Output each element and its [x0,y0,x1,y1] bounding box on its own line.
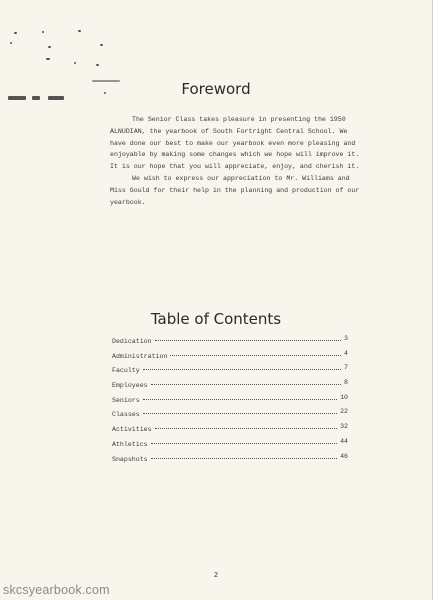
page-edge [432,0,440,600]
toc-entry-label: Snapshots [112,455,148,463]
toc-entry [112,335,348,353]
toc-leader-dots [151,384,341,385]
toc-entry-label: Employees [112,382,148,390]
toc-entry-label: Athletics [112,440,148,448]
toc-heading: Table of Contents [150,310,282,328]
speck [78,30,81,32]
toc-leader-dots [170,355,341,356]
scan-specks [8,28,128,113]
toc-entry-label: Dedication [112,338,152,345]
speck [48,46,51,48]
toc-entry [112,379,348,397]
toc-entry [112,452,348,471]
toc-entry-page: 46 [340,452,348,460]
toc-entry [112,437,348,456]
foreword-paragraph-1: The Senior Class takes pleasure in presenting the 1950 ALNUDIAN, the yearbook of South Fortright Central School. We have done our best to make our yearbook even more pleasing and enjoyable by making some changes which we hope will improve it. It is our hope that you will appreciate, enjoy, and cherish it. [110,116,360,171]
foreword-paragraph-2: We wish to express our appreciation to Mr. Williams and Miss Gould for their help in the planning and production of our yearbook. [110,174,360,206]
foreword-heading: Foreword [181,80,251,98]
toc-entry-label: Faculty [112,367,140,375]
toc-leader-dots [143,369,341,370]
speck [42,31,44,33]
toc-entry-page: 7 [344,364,348,372]
table-of-contents [112,335,348,470]
toc-leader-dots [151,443,337,444]
toc-leader-dots [155,428,338,429]
page-number: 2 [213,572,219,580]
toc-entry [112,364,348,382]
toc-entry-page: 44 [340,437,348,445]
toc-entry-page: 8 [344,379,348,387]
toc-entry-page: 4 [344,349,348,357]
toc-entry [112,393,348,412]
toc-entry-label: Activities [112,426,152,434]
toc-entry-page: 22 [340,408,348,416]
speck [100,44,103,46]
toc-leader-dots [143,399,337,400]
site-watermark: skcsyearbook.com [3,583,110,597]
toc-entry-label: Seniors [112,396,140,404]
speck [46,58,50,60]
speck [74,62,76,64]
toc-leader-dots [143,413,337,414]
toc-entry-label: Classes [112,411,140,419]
toc-leader-dots [151,458,337,459]
speck [96,64,99,66]
toc-entry [112,423,348,441]
foreword-body [110,114,360,208]
toc-entry-label: Administration [112,352,168,360]
toc-entry-page: 3 [344,335,348,342]
toc-entry-page: 32 [340,423,348,431]
speck [10,42,12,44]
speck [14,32,17,34]
toc-entry-page: 10 [340,393,348,401]
toc-entry [112,349,348,368]
toc-entry [112,408,348,426]
toc-leader-dots [155,340,341,341]
